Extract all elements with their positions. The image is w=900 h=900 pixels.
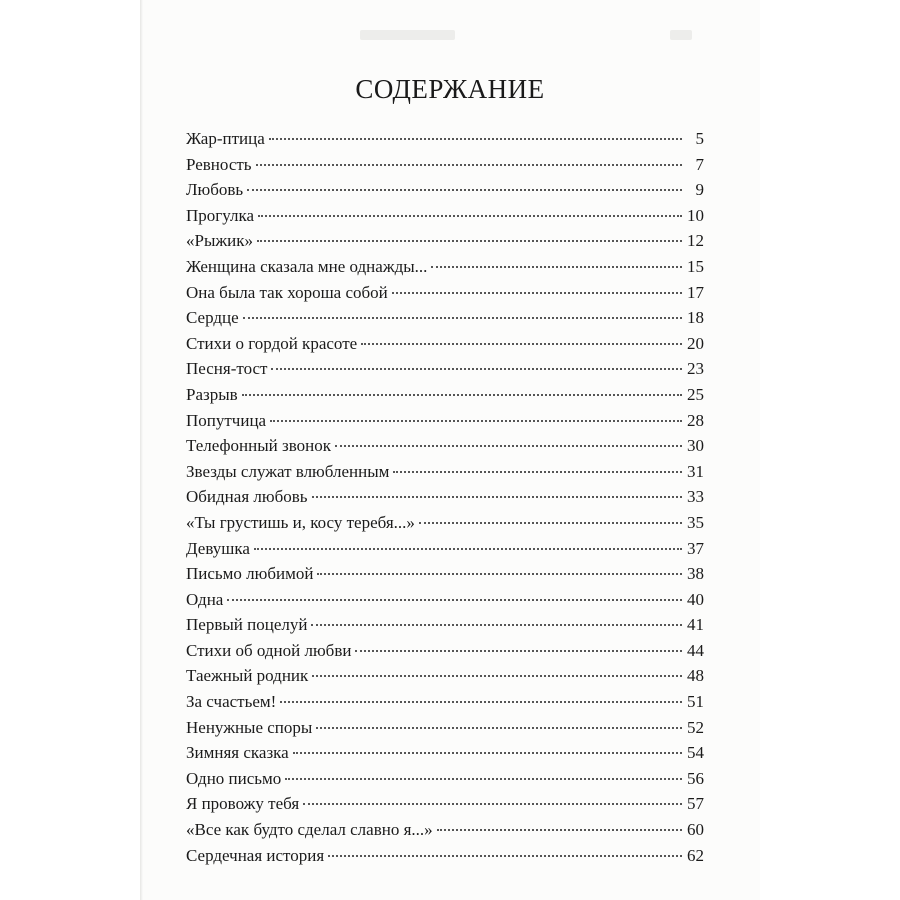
page-title: СОДЕРЖАНИЕ: [355, 74, 545, 104]
toc-dot-leader: [392, 292, 682, 294]
toc-entry: [186, 126, 704, 152]
toc-entry-page-number: 38: [687, 564, 704, 584]
toc-entry-page-number: 51: [687, 692, 704, 712]
toc-entry: [186, 382, 704, 408]
toc-entry: [186, 638, 704, 664]
toc-dot-leader: [335, 445, 682, 447]
toc-entry-page-number: 62: [687, 845, 704, 865]
toc-entry-title: «Ты грустишь и, косу теребя...»: [186, 512, 415, 532]
toc-dot-leader: [355, 650, 682, 652]
toc-dot-leader: [258, 215, 682, 217]
toc-entry-page-number: 44: [687, 640, 704, 660]
toc-dot-leader: [437, 829, 682, 831]
toc-entry: [186, 356, 704, 382]
toc-entry: [186, 177, 704, 203]
toc-entry-page-number: 15: [687, 256, 704, 276]
toc-dot-leader: [242, 394, 682, 396]
bleed-through-title: [360, 30, 455, 40]
toc-entry-title: Любовь: [186, 180, 244, 200]
toc-entry-title: Письмо любимой: [186, 564, 314, 584]
toc-entry-page-number: 31: [687, 461, 704, 481]
toc-entry-title: Звезды служат влюбленным: [186, 461, 390, 481]
toc-dot-leader: [311, 624, 682, 626]
toc-dot-leader: [254, 548, 682, 550]
toc-entry: [186, 536, 704, 562]
toc-dot-leader: [312, 496, 683, 498]
toc-entry-title: Песня-тост: [186, 359, 268, 379]
toc-entry: [186, 203, 704, 229]
toc-dot-leader: [247, 189, 682, 191]
book-page: [140, 0, 760, 900]
toc-dot-leader: [316, 727, 682, 729]
toc-dot-leader: [270, 420, 682, 422]
toc-entry-title: Она была так хороша собой: [186, 282, 388, 302]
toc-entry-page-number: 28: [687, 410, 704, 430]
table-of-contents: [186, 126, 704, 868]
toc-entry-page-number: 23: [687, 359, 704, 379]
toc-entry-title: Обидная любовь: [186, 487, 308, 507]
toc-entry-page-number: 56: [687, 768, 704, 788]
toc-entry-title: Первый поцелуй: [186, 615, 308, 635]
toc-entry-title: Сердце: [186, 308, 239, 328]
toc-entry-title: Я провожу тебя: [186, 794, 300, 814]
bleed-through-header: [140, 30, 760, 44]
toc-dot-leader: [317, 573, 682, 575]
toc-entry-title: Попутчица: [186, 410, 267, 430]
toc-entry: [186, 280, 704, 306]
toc-entry: [186, 459, 704, 485]
toc-entry-page-number: 25: [687, 384, 704, 404]
toc-dot-leader: [328, 855, 682, 857]
toc-entry: [186, 408, 704, 434]
toc-entry: [186, 715, 704, 741]
toc-dot-leader: [419, 522, 682, 524]
toc-dot-leader: [285, 778, 682, 780]
toc-entry-title: Одно письмо: [186, 768, 282, 788]
toc-entry: [186, 484, 704, 510]
toc-entry: [186, 791, 704, 817]
bleed-through-page-number: [670, 30, 692, 40]
toc-dot-leader: [361, 343, 682, 345]
toc-dot-leader: [280, 701, 682, 703]
toc-entry-page-number: 30: [687, 436, 704, 456]
toc-entry-page-number: 18: [687, 308, 704, 328]
toc-entry-page-number: 40: [687, 589, 704, 609]
toc-entry-title: Зимняя сказка: [186, 743, 289, 763]
toc-entry: [186, 843, 704, 869]
toc-dot-leader: [257, 240, 682, 242]
toc-entry-page-number: 7: [695, 154, 704, 174]
toc-entry-title: Ревность: [186, 154, 252, 174]
toc-entry-page-number: 12: [687, 231, 704, 251]
toc-entry-page-number: 9: [695, 180, 704, 200]
toc-entry: [186, 766, 704, 792]
toc-entry-title: Девушка: [186, 538, 250, 558]
toc-entry: [186, 331, 704, 357]
toc-entry-title: «Все как будто сделал славно я...»: [186, 820, 433, 840]
toc-dot-leader: [293, 752, 682, 754]
toc-entry: [186, 587, 704, 613]
toc-entry-page-number: 5: [695, 129, 704, 148]
toc-entry-page-number: 60: [687, 820, 704, 840]
toc-entry-title: Одна: [186, 589, 224, 609]
toc-entry-title: Женщина сказала мне однажды...: [186, 256, 428, 276]
toc-entry-title: Разрыв: [186, 384, 238, 404]
toc-entry-title: Ненужные споры: [186, 717, 313, 737]
toc-entry-title: Таежный родник: [186, 666, 309, 686]
toc-entry: [186, 433, 704, 459]
toc-entry-page-number: 35: [687, 512, 704, 532]
toc-entry-title: Жар-птица: [186, 129, 265, 148]
toc-dot-leader: [269, 138, 682, 140]
toc-entry: [186, 689, 704, 715]
toc-dot-leader: [431, 266, 682, 268]
toc-entry-title: Сердечная история: [186, 845, 325, 865]
toc-dot-leader: [312, 675, 682, 677]
toc-entry: [186, 561, 704, 587]
toc-entry-page-number: 33: [687, 487, 704, 507]
toc-entry-page-number: 20: [687, 333, 704, 353]
toc-entry-page-number: 52: [687, 717, 704, 737]
toc-entry-page-number: 41: [687, 615, 704, 635]
toc-entry: [186, 305, 704, 331]
toc-entry: [186, 663, 704, 689]
toc-entry-page-number: 37: [687, 538, 704, 558]
toc-entry-page-number: 48: [687, 666, 704, 686]
toc-entry: [186, 152, 704, 178]
toc-entry-page-number: 10: [687, 205, 704, 225]
toc-entry-page-number: 17: [687, 282, 704, 302]
page-edge-shadow: [140, 0, 143, 900]
toc-entry-title: Телефонный звонок: [186, 436, 331, 456]
toc-entry-title: «Рыжик»: [186, 231, 253, 251]
toc-entry-page-number: 57: [687, 794, 704, 814]
toc-entry-title: Стихи об одной любви: [186, 640, 352, 660]
toc-entry: [186, 228, 704, 254]
toc-dot-leader: [393, 471, 682, 473]
toc-dot-leader: [303, 803, 682, 805]
toc-entry-title: Прогулка: [186, 205, 255, 225]
toc-entry: [186, 817, 704, 843]
toc-entry-title: Стихи о гордой красоте: [186, 333, 358, 353]
toc-dot-leader: [271, 368, 682, 370]
toc-entry-title: За счастьем!: [186, 692, 277, 712]
toc-dot-leader: [227, 599, 682, 601]
toc-entry: [186, 510, 704, 536]
toc-dot-leader: [256, 164, 682, 166]
toc-dot-leader: [243, 317, 682, 319]
toc-entry: [186, 612, 704, 638]
toc-entry: [186, 740, 704, 766]
toc-entry: [186, 254, 704, 280]
toc-entry-page-number: 54: [687, 743, 704, 763]
